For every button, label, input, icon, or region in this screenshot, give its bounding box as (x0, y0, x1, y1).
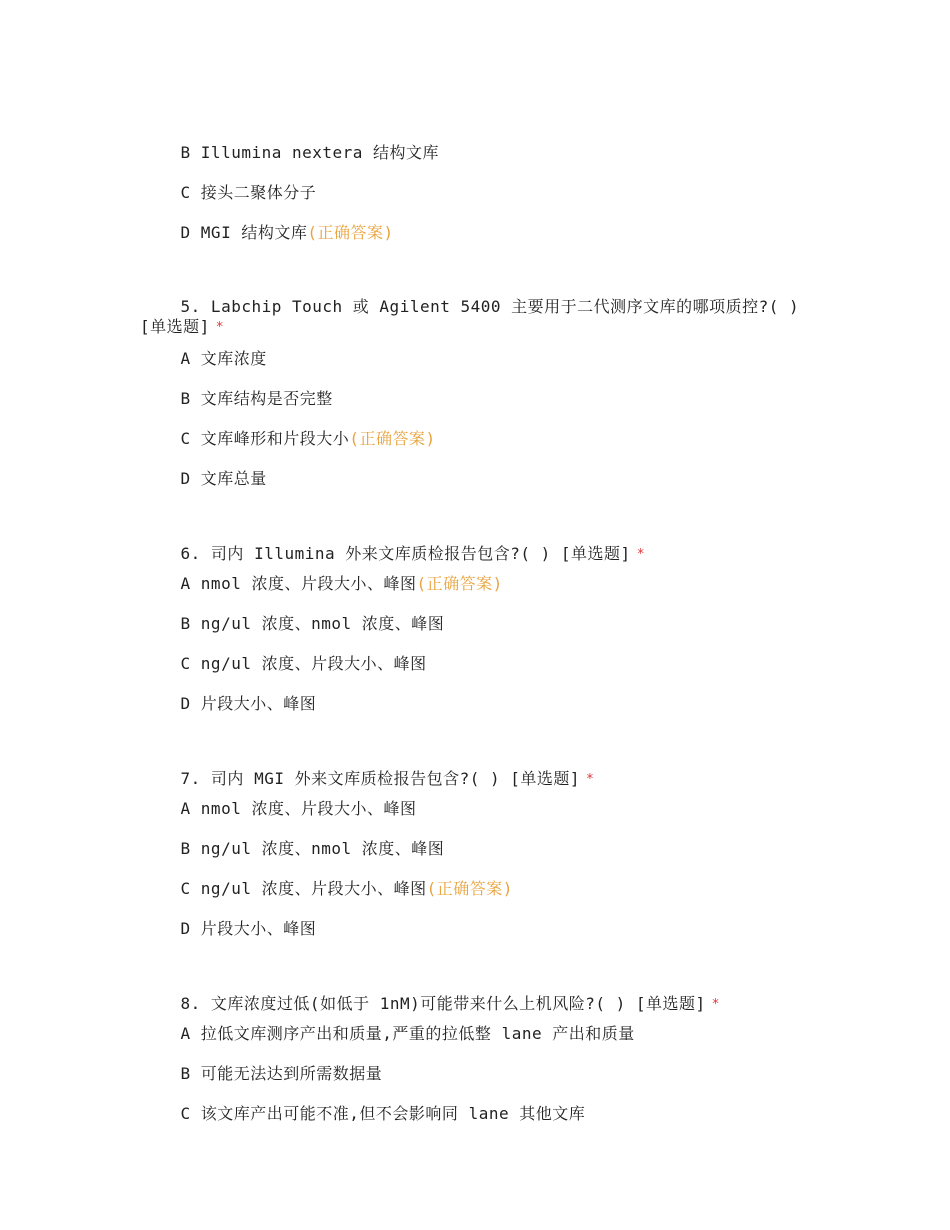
option-text: C 该文库产出可能不准,但不会影响同 lane 其他文库 (180, 1104, 586, 1123)
required-asterisk: * (711, 997, 720, 1012)
option-text: B 可能无法达到所需数据量 (180, 1064, 383, 1083)
option-text: B ng/ul 浓度、nmol 浓度、峰图 (180, 614, 445, 633)
required-asterisk: * (636, 547, 646, 562)
option-text: A nmol 浓度、片段大小、峰图 (180, 574, 417, 593)
question-title-text: 6. 司内 Illumina 外来文库质检报告包含?( ) [单选题] (180, 544, 631, 563)
option-text: B ng/ul 浓度、nmol 浓度、峰图 (180, 839, 445, 858)
option-text: C ng/ul 浓度、片段大小、峰图 (180, 654, 427, 673)
option-line (140, 1084, 585, 1144)
option-line (140, 899, 316, 959)
option-line (140, 203, 394, 263)
option-line (140, 674, 316, 734)
option-text: D 片段大小、峰图 (180, 919, 317, 938)
option-text: C 文库峰形和片段大小 (180, 429, 350, 448)
option-line (140, 449, 267, 509)
question-title-text: 7. 司内 MGI 外来文库质检报告包含?( ) [单选题] (180, 769, 581, 788)
option-text: B Illumina nextera 结构文库 (180, 143, 440, 162)
option-text: A 拉低文库测序产出和质量,严重的拉低整 lane 产出和质量 (180, 1024, 635, 1043)
required-asterisk: * (586, 772, 595, 787)
correct-answer-tag: (正确答案) (416, 574, 503, 593)
option-text: D MGI 结构文库 (180, 223, 308, 242)
option-text: C 接头二聚体分子 (180, 183, 317, 202)
option-text: D 文库总量 (180, 469, 267, 488)
option-text: A nmol 浓度、片段大小、峰图 (180, 799, 417, 818)
required-asterisk: * (215, 320, 225, 335)
option-text: C ng/ul 浓度、片段大小、峰图 (180, 879, 427, 898)
correct-answer-tag: (正确答案) (426, 879, 513, 898)
option-text: D 片段大小、峰图 (180, 694, 317, 713)
correct-answer-tag: (正确答案) (349, 429, 436, 448)
question-title-text: 5. Labchip Touch 或 Agilent 5400 主要用于二代测序文库的哪项质控?( ) [单选题] (140, 297, 810, 336)
option-text: A 文库浓度 (180, 349, 267, 368)
question-title-text: 8. 文库浓度过低(如低于 1nM)可能带来什么上机风险?( ) [单选题] (180, 994, 706, 1013)
option-text: B 文库结构是否完整 (180, 389, 333, 408)
correct-answer-tag: (正确答案) (307, 223, 394, 242)
